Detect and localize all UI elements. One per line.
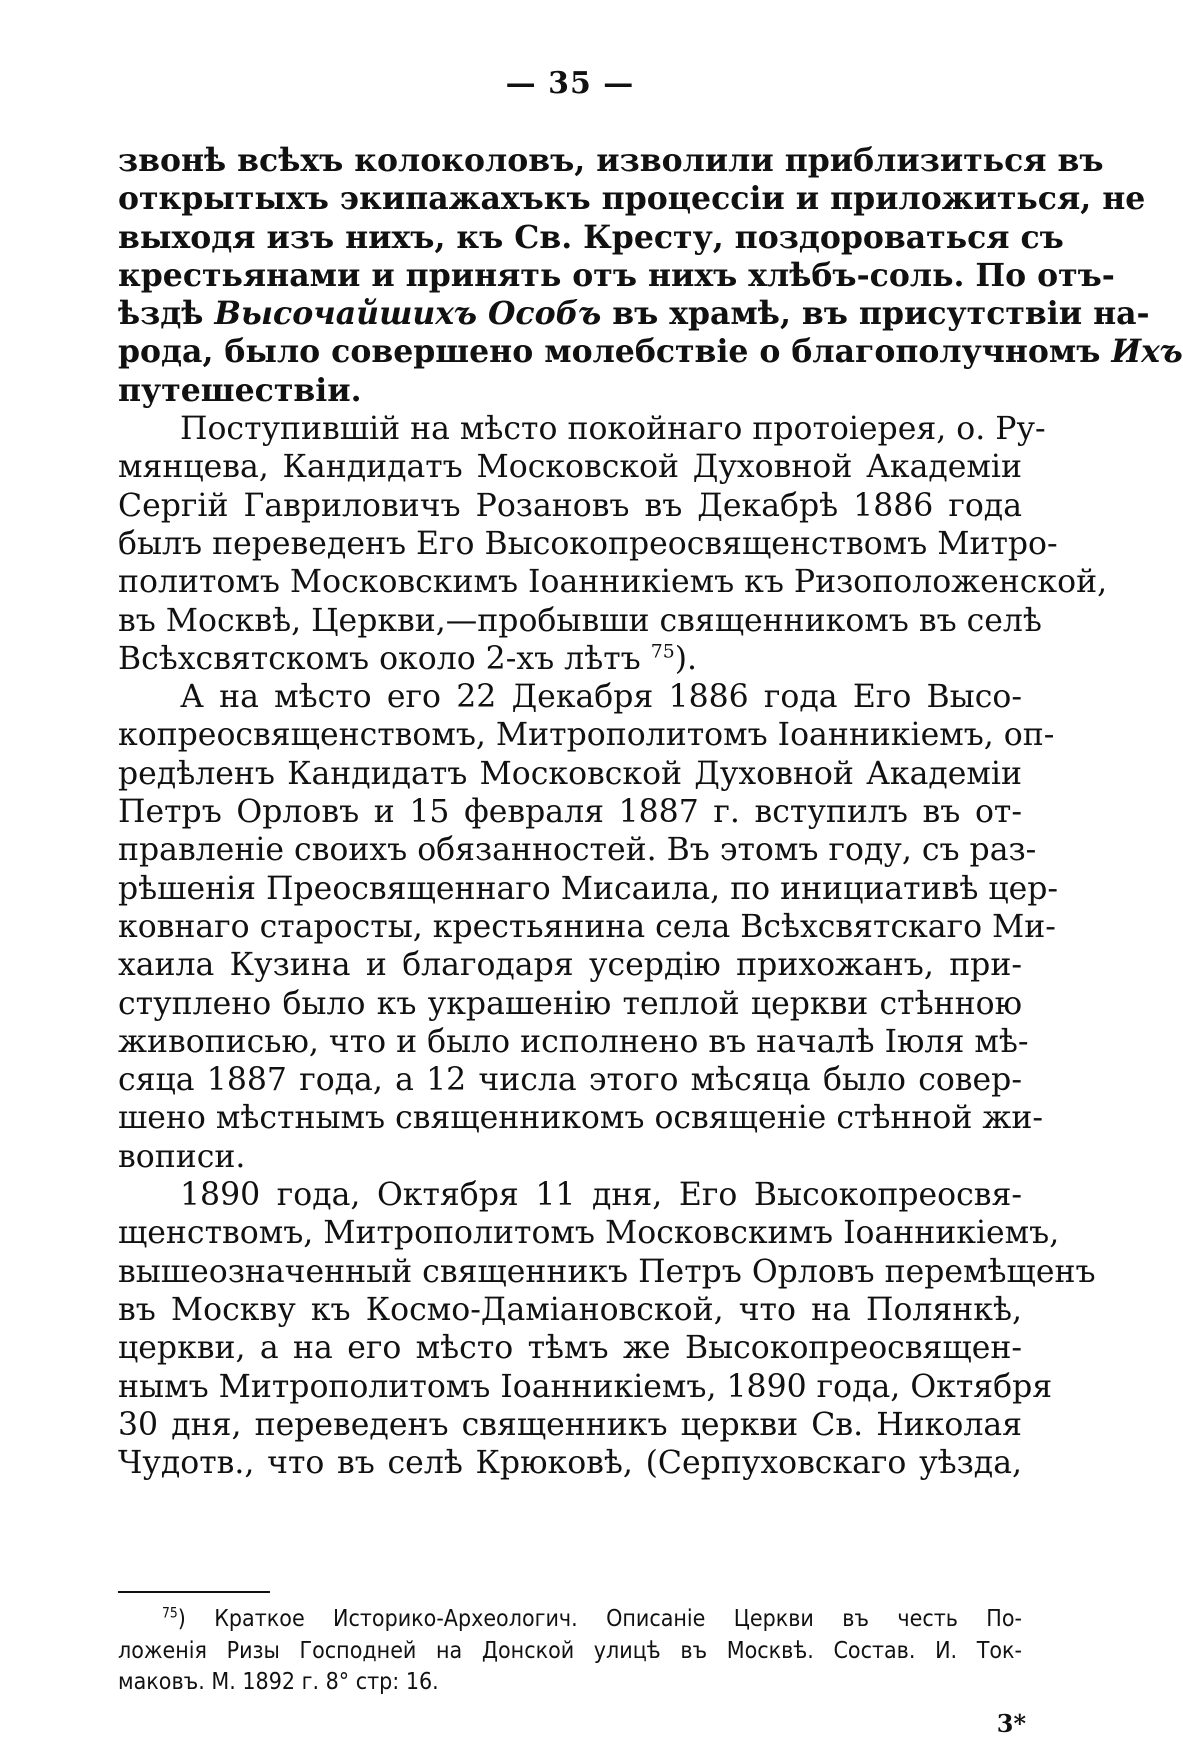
text-line: путешествіи. xyxy=(118,371,362,409)
footnote-line: маковъ. М. 1892 г. 8° стр: 16. xyxy=(118,1669,439,1695)
text-line: вописи. xyxy=(118,1138,246,1175)
text-line: копреосвященствомъ, Митрополитомъ Іоанникіемъ, оп- xyxy=(118,717,1055,754)
text-line: Сергій Гавриловичъ Розановъ въ Декабрѣ 1886 года xyxy=(118,487,1022,524)
text-line: церкви, а на его мѣсто тѣмъ же Высокопреосвящен- xyxy=(118,1330,1022,1367)
footnote-marker: 75 xyxy=(162,1605,178,1622)
footnote-text: ) Краткое Историко-Археологич. Описаніе Церкви въ честь По- xyxy=(177,1606,1022,1632)
footnote-divider xyxy=(118,1591,270,1593)
text-line: щенствомъ, Митрополитомъ Московскимъ Іоанникіемъ, xyxy=(118,1215,1060,1252)
italic-phrase: Высочайшихъ Особъ xyxy=(214,295,602,333)
text-line xyxy=(118,295,1150,333)
text-line: А на мѣсто его 22 Декабря 1886 года Его Высо- xyxy=(180,679,1022,716)
footnote-line: ложенія Ризы Господней на Донской улицѣ въ Москвѣ. Состав. И. Ток- xyxy=(118,1637,1022,1664)
text-line: былъ переведенъ Его Высокопреосвященствомъ Митро- xyxy=(118,525,1058,562)
text-line: мянцева, Кандидатъ Московской Духовной Академіи xyxy=(118,449,1022,486)
text-line: въ Москву къ Космо-Даміановской, что на Полянкѣ, xyxy=(118,1291,1022,1328)
signature-mark: 3* xyxy=(996,1709,1026,1738)
text-line: Чудотв., что въ селѣ Крюковѣ, (Серпуховскаго уѣзда, xyxy=(118,1445,1022,1482)
text-fragment: ѣздѣ xyxy=(118,295,204,333)
text-line: живописью, что и было исполнено въ началѣ Іюля мѣ- xyxy=(118,1023,1029,1060)
text-line: въ Москвѣ, Церкви,—пробывши священникомъ въ селѣ xyxy=(118,602,1042,639)
text-line: выходя изъ нихъ, къ Св. Кресту, поздороваться съ xyxy=(118,218,1064,256)
text-line: 1890 года, Октября 11 дня, Его Высокопреосвя- xyxy=(180,1177,1022,1214)
text-line: ковнаго старосты, крестьянина села Всѣхсвятскаго Ми- xyxy=(118,908,1056,945)
text-line: сяца 1887 года, а 12 числа этого мѣсяца было совер- xyxy=(118,1062,1022,1099)
text-line: редѣленъ Кандидатъ Московской Духовной Академіи xyxy=(118,755,1022,792)
text-line: правленіе своихъ обязанностей. Въ этомъ году, съ раз- xyxy=(118,832,1037,869)
text-line xyxy=(118,640,1022,678)
text-line: нымъ Митрополитомъ Іоанникіемъ, 1890 года, Октября xyxy=(118,1368,1053,1405)
body-text xyxy=(118,142,1183,1482)
text-line: хаила Кузина и благодаря усердію прихожанъ, при- xyxy=(118,947,1022,984)
text-line: 30 дня, переведенъ священникъ церкви Св. Николая xyxy=(118,1406,1022,1443)
text-fragment: въ храмѣ, въ присутствіи на- xyxy=(612,295,1150,333)
footnote-line xyxy=(118,1604,1022,1636)
text-line: рѣшенія Преосвященнаго Мисаила, по инициативѣ цер- xyxy=(118,870,1059,907)
text-line: открытыхъ экипажахъкъ процессіи и приложиться, не xyxy=(118,180,1146,218)
footnote-ref: 75 xyxy=(650,640,675,663)
text-fragment: ). xyxy=(674,640,698,677)
text-line: шено мѣстнымъ священникомъ освященіе стѣнной жи- xyxy=(118,1100,1043,1137)
text-line: политомъ Московскимъ Іоанникіемъ къ Ризоположенской, xyxy=(118,564,1108,601)
text-fragment: рода, было совершено молебствіе о благополучномъ xyxy=(118,333,1101,371)
text-line xyxy=(118,333,1183,371)
text-fragment: Всѣхсвятскомъ около 2-хъ лѣтъ xyxy=(118,640,641,677)
text-line: звонѣ всѣхъ колоколовъ, изволили приблизиться въ xyxy=(118,142,1104,179)
text-line: Петръ Орловъ и 15 февраля 1887 г. вступилъ въ от- xyxy=(118,794,1022,831)
page-number: — 35 — xyxy=(505,66,635,101)
italic-phrase: Ихъ xyxy=(1111,333,1183,371)
text-line: крестьянами и принять отъ нихъ хлѣбъ-соль. По отъ- xyxy=(118,256,1115,294)
footnote xyxy=(118,1604,1022,1699)
text-line: Поступившій на мѣсто покойнаго протоіерея, о. Ру- xyxy=(180,411,1046,448)
text-line: вышеозначенный священникъ Петръ Орловъ перемѣщенъ xyxy=(118,1253,1096,1290)
text-line: ступлено было къ украшенію теплой церкви стѣнною xyxy=(118,985,1022,1022)
